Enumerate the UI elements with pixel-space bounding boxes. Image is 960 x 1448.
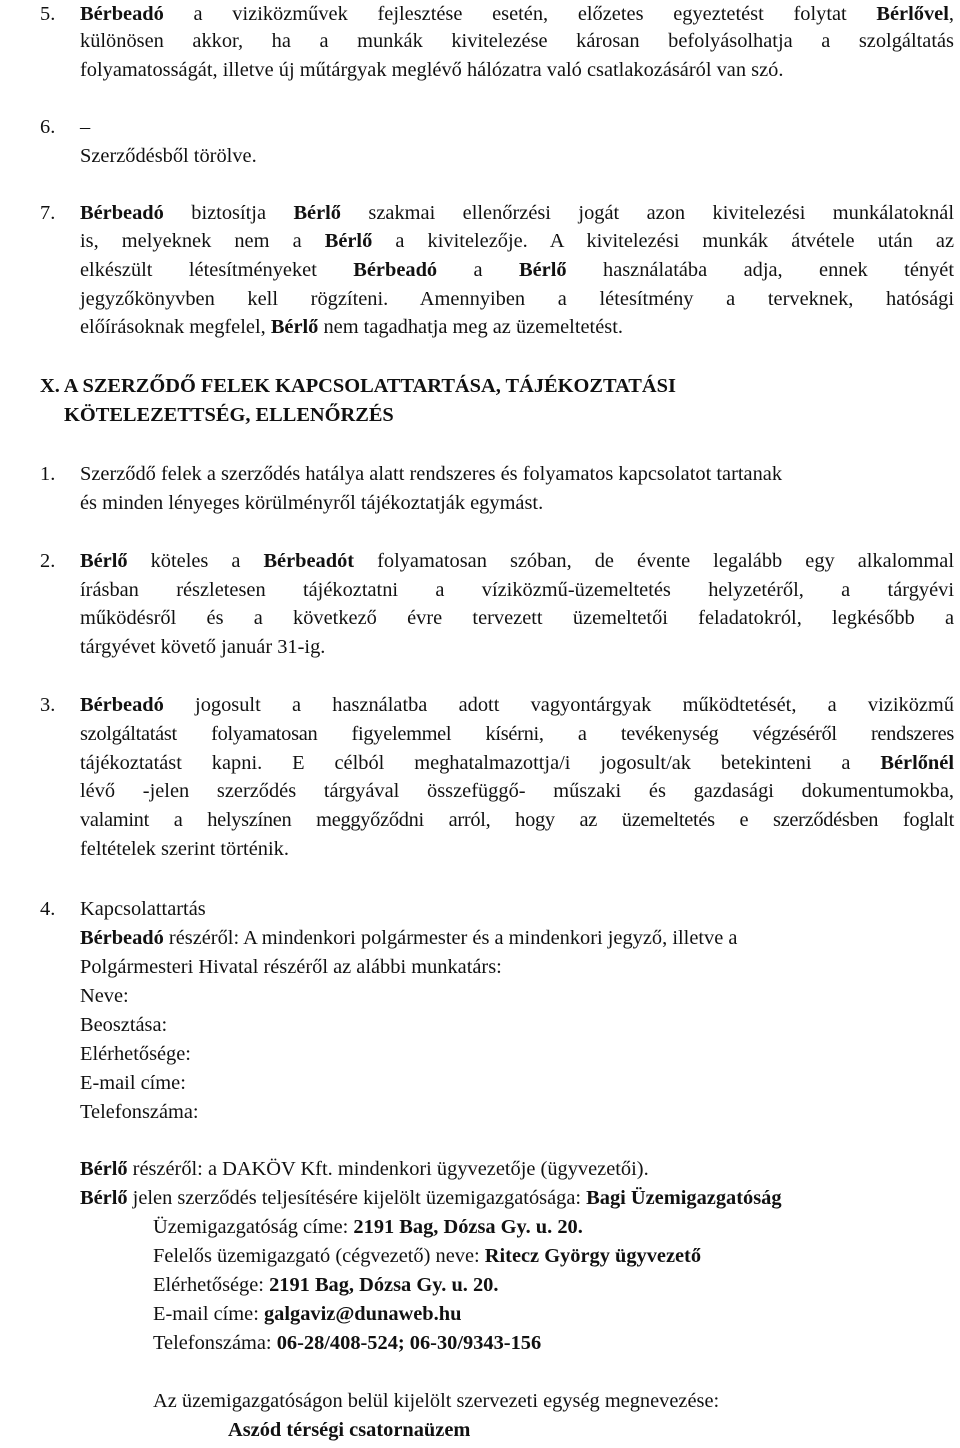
contact-availability: Elérhetősége: 2191 Bag, Dózsa Gy. u. 20.	[153, 1274, 499, 1296]
p6-dash: –	[80, 116, 91, 138]
p7-line-1: Bérbeadó biztosítja Bérlő szakmai ellenőrzési jogát azon kivitelezési munkálatoknál	[80, 202, 954, 224]
field-position-label: Beosztása:	[80, 1014, 168, 1036]
s3-line-6: feltételek szerint történik.	[80, 838, 289, 860]
s2-line-4: tárgyévet követő január 31-ig.	[80, 636, 326, 658]
s2-number: 2.	[40, 550, 56, 572]
s2-line-3: működésről és a következő évre tervezett üzemeltetői feladatokról, legkésőbb a	[80, 607, 954, 629]
p7-line-3: elkészült létesítményeket Bérbeadó a Bérlő használatába adja, ennek tényét	[80, 259, 954, 281]
s4-number: 4.	[40, 898, 56, 920]
unit-label: Az üzemigazgatóságon belül kijelölt szervezeti egység megnevezése:	[153, 1390, 720, 1412]
s1-number: 1.	[40, 463, 56, 485]
section-heading-line-1: X. A SZERZŐDŐ FELEK KAPCSOLATTARTÁSA, TÁJÉKOZTATÁSI	[40, 375, 676, 397]
s1-line-2: és minden lényeges körülményről tájékoztatják egymást.	[80, 492, 544, 514]
s3-line-5: valamint a helyszínen meggyőződni arról, hogy az üzemeltetés e szerződésben foglalt	[80, 809, 954, 831]
p7-line-5: előírásoknak megfelel, Bérlő nem tagadhatja meg az üzemeltetést.	[80, 316, 623, 338]
p5-number: 5.	[40, 3, 56, 25]
s1-line-1: Szerződő felek a szerződés hatálya alatt rendszeres és folyamatos kapcsolatot tartanak	[80, 463, 783, 485]
p7-line-2: is, melyeknek nem a Bérlő a kivitelezője. A kivitelezési munkák átvétele után az	[80, 230, 954, 252]
p7-line-4: jegyzőkönyvben kell rögzíteni. Amennyiben a létesítmény a terveknek, hatósági	[80, 288, 954, 310]
s4-title: Kapcsolattartás	[80, 898, 206, 920]
s4-line-1: Bérbeadó részéről: A mindenkori polgármester és a mindenkori jegyző, illetve a	[80, 927, 738, 949]
s2-line-1: Bérlő köteles a Bérbeadót folyamatosan szóban, de évente legalább egy alkalommal	[80, 550, 954, 572]
p5-line-1: Bérbeadó a viziközművek fejlesztése esetén, előzetes egyeztetést folytat Bérlővel,	[80, 3, 954, 25]
s2-line-2: írásban részletesen tájékoztatni a víziközmű-üzemeltetés helyzetéről, a tárgyévi	[80, 579, 954, 601]
bold-term: Bérbeadó	[80, 3, 164, 25]
field-contact-label: Elérhetősége:	[80, 1043, 191, 1065]
field-email-label: E-mail címe:	[80, 1072, 186, 1094]
s3-line-3: tájékoztatást kapni. E célból meghatalmazottja/i jogosult/ak betekinteni a Bérlőnél	[80, 752, 954, 774]
s3-number: 3.	[40, 694, 56, 716]
contact-email: E-mail címe: galgaviz@dunaweb.hu	[153, 1303, 462, 1325]
p6-number: 6.	[40, 116, 56, 138]
contact-manager: Felelős üzemigazgató (cégvezető) neve: Ritecz György ügyvezető	[153, 1245, 702, 1267]
contact-address: Üzemigazgatóság címe: 2191 Bag, Dózsa Gy. u. 20.	[153, 1216, 583, 1238]
s4-line-2: Polgármesteri Hivatal részéről az alábbi munkatárs:	[80, 956, 502, 978]
p6-text: Szerződésből törölve.	[80, 145, 257, 167]
s3-line-2: szolgáltatást folyamatosan figyelemmel kísérni, a tevékenység végzéséről rendszeres	[80, 723, 954, 745]
contact-phone: Telefonszáma: 06-28/408-524; 06-30/9343-156	[153, 1332, 542, 1354]
p5-line-3: folyamatosságát, illetve új műtárgyak meglévő hálózatra való csatlakozásáról van szó.	[80, 59, 784, 81]
field-name-label: Neve:	[80, 985, 129, 1007]
s3-line-4: lévő -jelen szerződés tárgyával összefüggő- műszaki és gazdasági dokumentumokba,	[80, 780, 954, 802]
s3-line-1: Bérbeadó jogosult a használatba adott vagyontárgyak működtetését, a viziközmű	[80, 694, 954, 716]
berlo-line-1: Bérlő részéről: a DAKÖV Kft. mindenkori ügyvezetője (ügyvezetői).	[80, 1158, 649, 1180]
p5-line-2: különösen akkor, ha a munkák kivitelezése károsan befolyásolhatja a szolgáltatás	[80, 30, 954, 52]
section-heading-line-2: KÖTELEZETTSÉG, ELLENŐRZÉS	[64, 404, 394, 426]
unit-name: Aszód térségi csatornaüzem	[228, 1419, 471, 1441]
bold-term: Bérlővel	[876, 3, 949, 25]
p7-number: 7.	[40, 202, 56, 224]
field-phone-label: Telefonszáma:	[80, 1101, 199, 1123]
berlo-line-2: Bérlő jelen szerződés teljesítésére kijelölt üzemigazgatósága: Bagi Üzemigazgatóság	[80, 1187, 782, 1209]
